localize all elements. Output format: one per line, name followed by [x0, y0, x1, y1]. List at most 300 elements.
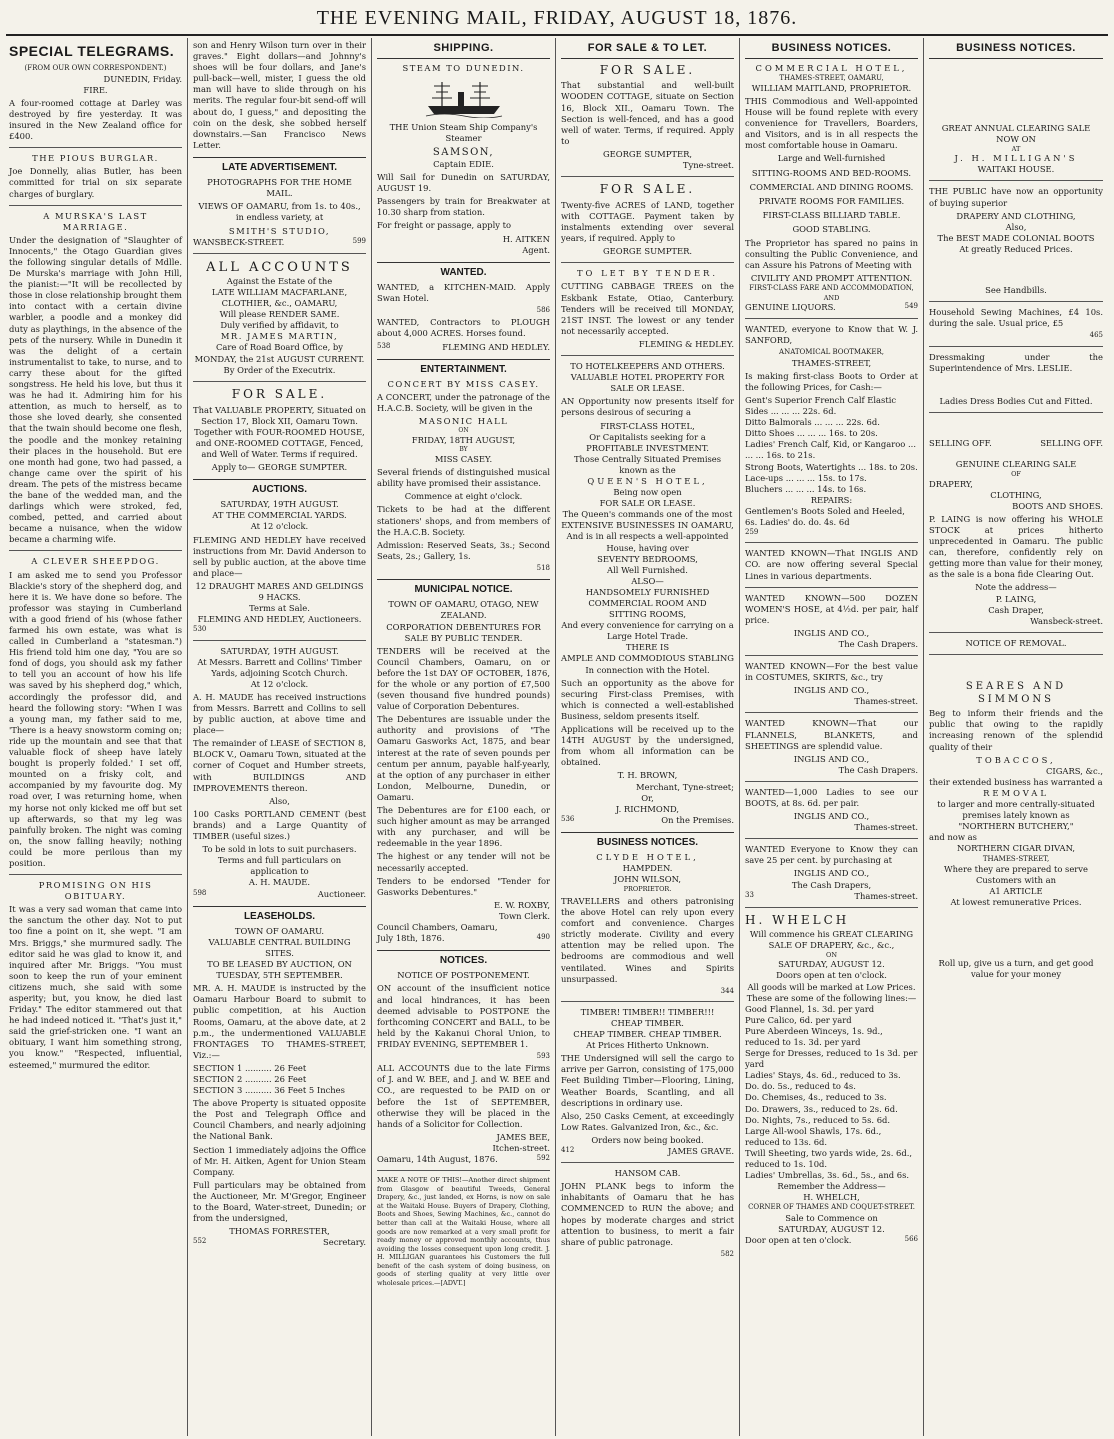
- whelch-item: Good Flannel, 1s. 3d. per yard: [745, 1003, 875, 1014]
- ad-number: 598: [193, 888, 207, 897]
- whelch-item: Pure Aberdeen Winceys, 1s. 9d., reduced to 1s. 3d. per yard: [745, 1025, 883, 1047]
- milligan: J. H. MILLIGAN'S: [954, 153, 1078, 164]
- concert-date: FRIDAY, 18TH AUGUST,: [411, 435, 516, 446]
- drapery: DRAPERY AND CLOTHING,: [956, 210, 1076, 221]
- wanted-2-signature: FLEMING AND HEDLEY.: [442, 341, 550, 352]
- dateline: DUNEDIN, Friday.: [103, 73, 182, 84]
- business-notices-heading: BUSINESS NOTICES.: [745, 38, 918, 59]
- obituary-text: It was a very sad woman that came into the sanctum the other day. Not to put too fine a point on it, she wept. "I am Mrs. Briggs," she murmured sadly. The editor said he was glad to know it, and inquired after Mr. Briggs. "You must soon to keep the run of your eminent citizens much, she said with some asperity; but, you know, he died last Friday." The editor stammered out that he had indeed noticed it. "That's just it," said the grief-stricken one. "I want an obituary, I want him something strong, you know." "Respected, influential, esteemed," murmured the editor.: [9, 904, 182, 1070]
- divider: [745, 587, 918, 588]
- auction1-signature: FLEMING AND HEDLEY, Auctioneers.: [197, 614, 362, 625]
- whelch-sale-date: SATURDAY, AUGUST 12.: [778, 1223, 885, 1234]
- every-convenience: And every convenience for carrying on a Large Hotel Trade.: [561, 620, 734, 642]
- make-a-note-text: MAKE A NOTE OF THIS!—Another direct shipment from Glasgow of beautiful Tweeds, General Drapery, &c., just landed, ex Horns, is now on sale at the Waitaki House. Buyers of Drapery, Clothing, Boots and Shoes, Sewing Machines, &c., cannot do better than call at the Waitaki House, where all goods are now remarked at a very small profit for ready money or approved monthly accounts, thus avoiding the losses consequent upon long credit. J. H. MILLIGAN guarantees his Customers the full benefit of the cash system of doing business, on goods of sterling quality at very little over wholesale prices.—[ADVT.]: [377, 1176, 550, 1288]
- extensive: EXTENSIVE BUSINESSES IN OAMARU,: [561, 520, 734, 531]
- divider: [745, 655, 918, 656]
- dining: COMMERCIAL AND DINING ROOMS.: [749, 181, 914, 192]
- hansom-cab: HANSOM CAB.: [614, 1168, 681, 1179]
- article: A1 ARTICLE: [989, 885, 1043, 896]
- divider: [9, 205, 182, 206]
- liquors: GENUINE LIQUORS.: [745, 302, 836, 313]
- also: Also,: [1005, 221, 1027, 232]
- divider: [9, 147, 182, 148]
- clyde-hotel: CLYDE HOTEL,: [596, 852, 699, 863]
- municipal-text-1: TENDERS will be received at the Council Chambers, Oamaru, on or before the 1st DAY OF OCTOBER, 1876, for the whole or any portion of £7,500 (seven thousand five hundred pounds) value of Corporation Debentures.: [377, 645, 550, 712]
- wanted-heading: WANTED.: [377, 262, 550, 279]
- auction2-time: At 12 o'clock.: [250, 678, 309, 689]
- shipping-heading: SHIPPING.: [377, 38, 550, 59]
- selling-off-2: SELLING OFF.: [1040, 437, 1103, 448]
- marriage-text: Under the designation of "Slaughter of Innocents," the Otago Guardian gives the following singular details of Mdlle. De Murska's marriage with John Hill, the pianist:—"It will be recollected by those in close relationship brought them into contact with a certain divine warbler, a poodle and a monkey did duty as playthings, in the absence of the pets of the nursery. While in Dunedin it was the delight of a certain instrumentalist to take, to nurse, and to carry these about for the gifted songstress. He held his love, but thus it was he had it. Admiring him for his attention, as much to herself, as to those she loved dearly, she consented that the twain should become one flesh, the poodle and the monkey retaining their places in the household. But ere one month had gone, two had passed, a change came over the spirit of his dream. The pets of the mistress became the bane of the wedded man, and the darlings which were stroked, fed, combed, petted, and carried about became a nuisance, when the widow became a charming wife.: [9, 234, 182, 545]
- postponement-text: ON account of the insufficient notice and local hindrances, it has been deemed advisable to POSTPONE the forthcoming CONCERT and BALL, to be held by the Kakanui Choral Union, to FRIDAY EVENING, SEPTEMBER 1.: [377, 983, 550, 1049]
- inglis-role: The Cash Drapers.: [838, 764, 918, 775]
- price-line: Gent's Superior French Calf Elastic Sides ... ... ... 22s. 6d.: [745, 394, 897, 417]
- handbills: See Handbills.: [985, 285, 1047, 296]
- auction2-lease: The remainder of LEASE of SECTION 8, BLOCK V., Oamaru Town, situated at the corner of Coquet and Humber streets, with BUILDINGS AND IMPROVEMENTS thereon.: [193, 738, 367, 793]
- divider: [745, 781, 918, 782]
- ad-number: 536: [561, 814, 575, 823]
- inglis-notice-6: WANTED Everyone to Know they can save 25 per cent. by purchasing at: [745, 844, 918, 866]
- ad-number: 582: [720, 1249, 734, 1258]
- spacer: [929, 908, 1103, 958]
- sanford-heading: WANTED, everyone to Know that W. J. SANFORD,: [745, 324, 918, 346]
- spacer: [929, 449, 1103, 459]
- laing-signature: P. LAING,: [995, 593, 1037, 604]
- bee-place: Itchen-street.: [492, 1142, 550, 1153]
- auction1-terms: Terms at Sale.: [249, 603, 310, 614]
- removal: REMOVAL: [983, 787, 1049, 798]
- byline: (FROM OUR OWN CORRESPONDENT.): [24, 64, 167, 73]
- sale2-text: Twenty-five ACRES of LAND, together with COTTAGE. Payment taken by instalments extending over several years, if required. Apply to: [561, 199, 734, 244]
- of: OF: [1011, 470, 1021, 479]
- steamship-icon: [424, 78, 504, 118]
- lease-town: TOWN OF OAMARU.: [234, 925, 325, 936]
- divider: [193, 381, 366, 382]
- offered: Being now open: [613, 487, 682, 498]
- concert-hall: MASONIC HALL: [418, 416, 509, 427]
- bee-date: Oamaru, 14th August, 1876.: [377, 1154, 498, 1164]
- seares-text: Beg to inform their friends and the public that owing to the rapidly increasing renown of the splendid quality of their: [929, 708, 1103, 752]
- divider: [745, 712, 918, 713]
- divan: NORTHERN CIGAR DIVAN,: [956, 843, 1076, 854]
- concert-heading: CONCERT BY MISS CASEY.: [387, 378, 540, 389]
- concert-text: A CONCERT, under the patronage of the H.A.C.B. Society, will be given in the: [377, 391, 550, 413]
- for-sale-heading: FOR SALE & TO LET.: [561, 38, 734, 59]
- drapery-2: DRAPERY,: [929, 478, 973, 489]
- lease-section-1: SECTION 1 .......... 26 Feet: [193, 1062, 307, 1073]
- postponement-heading: NOTICE OF POSTPONEMENT.: [397, 970, 530, 981]
- divider: [561, 1162, 734, 1163]
- whelch-item: Twill Sheeting, two yards wide, 2s. 6d., reduced to 1s. 10d.: [745, 1147, 913, 1170]
- column-business-notices-2: [924, 38, 1108, 1436]
- burglar-heading: THE PIOUS BURGLAR.: [32, 153, 159, 164]
- wanted-2: WANTED, Contractors to PLOUGH about 4,000 ACRES. Horses found.: [377, 317, 550, 339]
- ad-number: 592: [536, 1154, 550, 1162]
- lease-text: MR. A. H. MAUDE is instructed by the Oamaru Harbour Board to submit to public competition, at his Auction Rooms, Oamaru, at the above date, at 2 p.m., the undermentioned VALUABLE FRONTAGES TO THAMES-STREET, Viz.:—: [193, 983, 366, 1060]
- concert-commence: Commence at eight o'clock.: [404, 491, 523, 502]
- ad-number: 586: [536, 306, 550, 315]
- laing-role: Cash Draper,: [988, 604, 1044, 615]
- auction1-items: 12 DRAUGHT MARES AND GELDINGS 9 HACKS.: [195, 580, 364, 603]
- lease-section-3: SECTION 3 .......... 36 Feet 5 Inches: [193, 1085, 345, 1096]
- inglis-notice-4: WANTED KNOWN—That our FLANNELS, BLANKETS, and SHEETINGS are splendid value.: [745, 718, 918, 751]
- accounts-date: MONDAY, the 21st AUGUST CURRENT.: [194, 353, 365, 364]
- agent-name: H. AITKEN: [502, 233, 550, 244]
- whelch-remember: Remember the Address—: [777, 1181, 886, 1192]
- stabling: GOOD STABLING.: [792, 223, 871, 234]
- laing-text: P. LAING is now offering his WHOLE STOCK at prices hitherto unprecedented in Oamaru. The public can, therefore, confidently rely on getting more than value for their money, as the sale is a bona fide Clearing Out.: [929, 513, 1103, 580]
- sale-text: That VALUABLE PROPERTY, Situated on Section 17, Block XII, Oamaru Town. Together with FOUR-ROOMED HOUSE, and ONE-ROOMED COTTAGE, Fenced, and Well of Water. Terms if required.: [193, 404, 366, 459]
- price-line: Lace-ups ... ... ... 15s. to 17s.: [745, 472, 867, 483]
- divider: [9, 874, 182, 875]
- hampden: HAMPDEN.: [622, 863, 673, 874]
- captain: Captain EDIE.: [433, 158, 494, 169]
- divider: [929, 301, 1103, 302]
- accounts-verified: Duly verified by affidavit, to: [220, 320, 339, 331]
- sheepdog-heading: A CLEVER SHEEPDOG.: [31, 556, 160, 567]
- inglis-notice-2: WANTED KNOWN—500 DOZEN WOMEN'S HOSE, at 4½d. per pair, half price.: [745, 592, 918, 625]
- at: AT: [1011, 144, 1021, 153]
- column-telegrams: [4, 38, 188, 1436]
- lease-auction: TO BE LEASED BY AUCTION, ON TUESDAY, 5TH SEPTEMBER.: [207, 959, 352, 981]
- lease-signature: THOMAS FORRESTER,: [229, 1226, 330, 1237]
- accounts-care: Care of Road Board Office, by: [216, 342, 343, 353]
- large: Large and Well-furnished: [777, 153, 886, 164]
- concert-by: BY: [459, 446, 468, 454]
- spacer: [929, 418, 1103, 438]
- where: Where they are prepared to serve Customers with an: [944, 863, 1088, 885]
- divider: [561, 1001, 734, 1002]
- auction2-terms: Terms and full particulars on application to: [217, 855, 342, 877]
- whelch-item: Pure Calico, 6d. per yard: [745, 1014, 852, 1025]
- bedrooms: SEVENTY BEDROOMS,: [597, 553, 698, 564]
- price-line: Ditto Shoes ... ... ... 16s. to 20s.: [745, 428, 878, 439]
- inglis-signature: INGLIS AND CO.,: [793, 685, 870, 696]
- ad-number: 593: [536, 1052, 550, 1061]
- prices: At lowest remunerative Prices.: [950, 897, 1082, 908]
- accounts-name: LATE WILLIAM MACFARLANE,: [211, 286, 348, 297]
- spacer: [929, 660, 1103, 680]
- auction1-place: AT THE COMMERCIAL YARDS.: [212, 510, 347, 521]
- brown-role: Merchant, Tyne-street;: [636, 781, 734, 792]
- whelch-sale: Sale to Commence on: [785, 1212, 878, 1223]
- inglis-street: Thames-street.: [854, 890, 918, 901]
- roll-up: Roll up, give us a turn, and get good value for your money: [938, 958, 1094, 980]
- ad-number: 518: [536, 563, 550, 572]
- concert-admission: Admission: Reserved Seats, 3s.; Second Seats, 2s.; Gallery, 1s.: [377, 539, 550, 561]
- whelch-item: Serge for Dresses, reduced to 1s 3d. per yard: [745, 1048, 918, 1070]
- steam-heading: STEAM TO DUNEDIN.: [402, 62, 525, 73]
- repairs: REPAIRS:: [810, 494, 853, 505]
- inglis-signature: INGLIS AND CO.,: [793, 627, 870, 638]
- concert-tickets: Tickets to be had at the different stationers' shops, and from members of the H.A.C.B. Society.: [377, 504, 550, 537]
- prices-unknown: At Prices Hitherto Unknown.: [586, 1040, 709, 1051]
- public-text: THE PUBLIC have now an opportunity of buying superior: [929, 186, 1103, 208]
- brown-signature: T. H. BROWN,: [617, 770, 678, 781]
- or: Or,: [641, 792, 654, 803]
- column-business-notices: [740, 38, 924, 1436]
- whelch-item: Do. Nights, 7s., reduced to 5s. 6d.: [745, 1114, 891, 1125]
- business-notices-heading: BUSINESS NOTICES.: [929, 38, 1103, 59]
- sewing: Household Sewing Machines, £4 10s. during the sale. Usual price, £5: [929, 307, 1103, 329]
- note-address: Note the address—: [975, 582, 1057, 593]
- bee-signature: JAMES BEE,: [496, 1131, 550, 1142]
- lease-note-3: Full particulars may be obtained from the Auctioneer, Mr. M'Gregor, Engineer to the Board, Water-street, Dunedin; or from the undersigned,: [193, 1179, 366, 1224]
- tobaccos: TOBACCOS,: [976, 754, 1056, 765]
- whelch-item: Do. Drawers, 3s., reduced to 2s. 6d.: [745, 1103, 898, 1114]
- larger: to larger and more centrally-situated premises lately known as: [937, 799, 1095, 821]
- waitaki-house: WAITAKI HOUSE.: [977, 164, 1055, 175]
- whelch-name: H. WHELCH,: [803, 1192, 860, 1203]
- column-shipping: [372, 38, 556, 1436]
- ad-number: 465: [1089, 331, 1103, 340]
- divider: [561, 176, 734, 177]
- whelch-lines: These are some of the following lines:—: [746, 992, 917, 1003]
- boots-shoes: BOOTS AND SHOES.: [1012, 500, 1103, 511]
- train-text: Passengers by train for Breakwater at 10.30 sharp from station.: [377, 196, 550, 218]
- lease-section-2: SECTION 2 .......... 26 Feet: [193, 1074, 307, 1084]
- cheap-timber-2: CHEAP TIMBER. CHEAP TIMBER.: [573, 1029, 722, 1040]
- cement-text: Also, 250 Casks Cement, at exceedingly Low Rates. Galvanized Iron, &c., &c.: [561, 1110, 734, 1132]
- municipal-text-2: The Debentures are issuable under the authority and provisions of "The Oamaru Gasworks Act, 1875, and bear interest at the rate of seven pounds per centum per annum, payable half-yearly, at the option of any purchaser in either London, Melbourne, Dunedin, or Oamaru.: [377, 714, 550, 802]
- plank-text: JOHN PLANK begs to inform the inhabitants of Oamaru that he has COMMENCED to RUN the above; and hopes by moderate charges and strict attention to business, to merit a fair share of public patronage.: [561, 1181, 734, 1247]
- divider: [745, 907, 918, 908]
- commands: The Queen's commands one of the most: [562, 509, 733, 520]
- accounts-heading: ALL ACCOUNTS: [206, 259, 353, 275]
- grave-signature: JAMES GRAVE.: [668, 1146, 734, 1157]
- extended: their extended business has warranted a: [929, 776, 1103, 787]
- accounts-text: Against the Estate of the: [226, 275, 333, 286]
- continued-text: son and Henry Wilson turn over in their graves." Eight dollars—and Johnny's shoes will be four dollars, and Jane's pull-back—well, mister, I guess the old man will have to slide through on his merits. The regular four-bit send-off will about do, I guess," and depositing the coin on the desk, she sobbed herself downstairs.—San Francisco News Letter.: [193, 40, 366, 150]
- divider: [193, 253, 366, 254]
- connection: In connection with the Hotel.: [585, 664, 710, 675]
- column-advertisements: [188, 38, 372, 1436]
- ad-number: 552: [193, 1237, 207, 1246]
- sale1-street: Tyne-street.: [682, 160, 734, 170]
- private: PRIVATE ROOMS FOR FAMILIES.: [758, 195, 905, 206]
- sanford-text: Is making first-class Boots to Order at the following Prices, for Cash:—: [745, 370, 918, 392]
- cigars: CIGARS, &c.,: [1046, 765, 1103, 776]
- richmond-signature: J. RICHMOND,: [615, 803, 680, 814]
- genuine: GENUINE CLEARING SALE: [955, 458, 1077, 469]
- handsome: HANDSOMELY FURNISHED: [585, 586, 710, 597]
- inglis-role: Thames-street.: [854, 822, 918, 833]
- capitalists: Or Capitalists seeking for a PROFITABLE INVESTMENT.: [586, 431, 709, 453]
- municipal-role: Town Clerk.: [499, 910, 550, 921]
- price-line: Bluchers ... ... ... 14s. to 16s.: [745, 483, 867, 494]
- sail-text: Will Sail for Dunedin on SATURDAY, AUGUST 19.: [377, 172, 550, 194]
- now-on: NOW ON: [996, 133, 1036, 144]
- whelch-item: Ladies' Umbrellas, 3s. 6d., 5s., and 6s.: [745, 1170, 910, 1181]
- ad-number: 412: [561, 1146, 575, 1155]
- sale2-heading: FOR SALE.: [599, 182, 696, 197]
- union-text: THE Union Steam Ship Company's Steamer: [389, 121, 538, 143]
- divider: [9, 550, 182, 551]
- price-line: Ladies' French Calf, Kid, or Kangaroo ... ... ... 16s. to 21s.: [745, 439, 916, 461]
- sale-heading: FOR SALE.: [231, 386, 328, 401]
- boots: The BEST MADE COLONIAL BOOTS: [937, 232, 1095, 243]
- tender-signature: FLEMING & HEDLEY.: [638, 338, 734, 349]
- auction2-role: Auctioneer.: [317, 888, 366, 899]
- furnished: All Well Furnished.: [607, 564, 688, 575]
- masthead: THE EVENING MAIL, FRIDAY, AUGUST 18, 1876.: [316, 7, 798, 29]
- accounts-martin: MR. JAMES MARTIN,: [220, 331, 339, 342]
- whelch-doors: Doors open at ten o'clock.: [776, 970, 887, 981]
- sale1-heading: FOR SALE.: [599, 62, 696, 77]
- ad-number: 490: [536, 933, 550, 942]
- divider: [745, 542, 918, 543]
- whelch-heading: H. WHELCH: [745, 912, 850, 927]
- spacer: [929, 255, 1103, 285]
- there-is: THERE IS: [625, 642, 670, 653]
- inglis-role: Thames-street.: [854, 696, 918, 707]
- travellers: TRAVELLERS and others patronising the above Hotel can rely upon every comfort and convenience. Charges strictly moderate. Civility and every attention may be relied upon. The bedrooms are commodious and well ventilated. Wines and Spirits unsurpassed.: [561, 895, 734, 984]
- whelch-text: Will commence his GREAT CLEARING SALE OF DRAPERY, &c., &c.,: [749, 928, 914, 950]
- hotel-text: THIS Commodious and Well-appointed House will be found replete with every convenience for Travellers, Boarders, and Visitors, and is in all respects the most comfortable house in Oamaru.: [745, 95, 918, 151]
- orders: Orders now being booked.: [591, 1134, 704, 1145]
- burglar-text: Joe Donnelly, alias Butler, has been committed for trial on six separate charges of burglary.: [9, 166, 182, 199]
- whelch-corner: CORNER OF THAMES AND COQUET-STREET.: [748, 1203, 915, 1212]
- ad-number: 33: [745, 890, 754, 899]
- opportunity: Such an opportunity as the above for securing First-class Premises, with which is connected a well-established Business, seldom presents itself.: [561, 677, 734, 721]
- municipal-text-3: The Debentures are for £100 each, or such higher amount as may be arranged with any purchaser, and will be redeemable in the year 1896.: [377, 805, 550, 849]
- now-as: and now as: [929, 832, 977, 843]
- auction1-time: At 12 o'clock.: [250, 521, 309, 532]
- sheepdog-text: I am asked me to send you Professor Blackie's story of the shepherd dog, and here it is. We have done so before. The professor was staying in Cumberland with a good friend of his (whose father farmed his own estate, was what is called in Cumberland a "statesman.") His friend told him one day, "You are so fond of dogs, you should ask my father to tell you an account of how his life was saved by his shepherd dog," which, accordingly the professor did, and heard the following story: "When I was a young man, my father said to me, 'There is a heavy snowstorm coming on; ride up the mountain and see that that valuable flock of sheep have lately bought is properly folded.' I set off, mounted on a frisky colt, and accompanied by my favourite dog. My road over, I was returning home, when my horse not only kicked me off but set up afterwards, so that my leg was painfully broken. The night was coming on, the snow falling heavily; nothing could be more perilous than my position.: [9, 569, 182, 868]
- sale-apply: Apply to— GEORGE SUMPTER.: [211, 461, 348, 472]
- municipal-debentures: CORPORATION DEBENTURES FOR SALE BY PUBLIC TENDER.: [386, 621, 541, 643]
- for-sale-or-lease: FOR SALE OR LEASE.: [599, 498, 696, 509]
- divider: [193, 640, 366, 641]
- whelch-on: ON: [825, 950, 838, 959]
- auction1-text: FLEMING AND HEDLEY have received instructions from Mr. David Anderson to sell by public auction, at the above time and place—: [193, 534, 366, 578]
- concert-casey: MISS CASEY.: [434, 454, 493, 465]
- fire-text: A four-roomed cottage at Darley was destroyed by fire yesterday. It was insured in the New Zealand office for £400.: [9, 97, 182, 142]
- photo-heading: PHOTOGRAPHS FOR THE HOME MAIL.: [207, 177, 352, 199]
- proprietor: PROPRIETOR.: [623, 885, 672, 894]
- whelch-sale-doors: Door open at ten o'clock.: [745, 1234, 852, 1245]
- column-for-sale: [556, 38, 740, 1436]
- concert-friends: Several friends of distinguished musical ability have promised their assistance.: [377, 467, 550, 489]
- seares: SEARES AND SIMMONS: [965, 680, 1067, 706]
- accounts-order: By Order of the Executrix.: [223, 364, 336, 375]
- hotel-property: VALUABLE HOTEL PROPERTY FOR SALE OR LEASE.: [570, 372, 725, 394]
- auctions-heading: AUCTIONS.: [193, 479, 366, 496]
- price-line: Strong Boots, Watertights ... 18s. to 20s.: [745, 461, 918, 472]
- great-sale: GREAT ANNUAL CLEARING SALE: [941, 122, 1091, 133]
- first-class-hotel: FIRST-CLASS HOTEL,: [600, 420, 695, 431]
- whelch-item: Large All-wool Shawls, 17s. 6d., reduced to 13s. 6d.: [745, 1125, 882, 1147]
- removal-heading: NOTICE OF REMOVAL.: [965, 637, 1067, 648]
- marriage-heading: A MURSKA'S LAST MARRIAGE.: [43, 210, 148, 232]
- hotel-heading: TO HOTELKEEPERS AND OTHERS.: [570, 361, 725, 372]
- ad-number: 344: [720, 986, 734, 995]
- sitting-rooms: SITTING ROOMS,: [608, 609, 687, 620]
- clothing: CLOTHING,: [990, 489, 1042, 500]
- richmond-role: On the Premises.: [661, 814, 734, 825]
- divider: [561, 262, 734, 263]
- accounts-render: Will please RENDER SAME.: [219, 309, 340, 320]
- auction2-text: A. H. MAUDE has received instructions from Messrs. Barrett and Collins to sell by public auction, at above time and place—: [193, 691, 366, 736]
- ad-number: 538: [377, 341, 391, 350]
- divider: [929, 654, 1103, 655]
- sitting: SITTING-ROOMS AND BED-ROOMS.: [751, 167, 912, 178]
- spared: The Proprietor has spared no pains in consulting the Public Convenience, and can Assure his Patrons of Meeting with: [745, 237, 918, 271]
- inglis-notice-1: WANTED KNOWN—That INGLIS AND CO. are now offering several Special Lines in various departments.: [745, 548, 918, 581]
- thames-street: THAMES-STREET, OAMARU,: [779, 73, 884, 82]
- business-notices-heading: BUSINESS NOTICES.: [561, 832, 734, 849]
- studio-street: WANSBECK-STREET.: [193, 236, 285, 247]
- ad-number: 530: [193, 625, 207, 634]
- also: ALSO—: [631, 575, 664, 586]
- divider: [929, 180, 1103, 181]
- agent-role: Agent.: [522, 244, 550, 255]
- auction2-cement: 100 Casks PORTLAND CEMENT (best brands) and a Large Quantity of TIMBER (useful sizes.): [193, 808, 366, 842]
- applications: Applications will be received up to the 14TH AUGUST by the undersigned, from whom all information can be obtained.: [561, 724, 734, 768]
- whelch-item: Ladies' Stays, 4s. 6d., reduced to 3s.: [745, 1070, 901, 1081]
- auction2-also: Also,: [269, 795, 290, 806]
- bee-accounts-text: ALL ACCOUNTS due to the late Firms of J. and W. BEE, and J. and W. BEE and CO., are requested to be PAID on or before the 1st of SEPTEMBER, otherwise they will be placed in the hands of a Solicitor for Collection.: [377, 1063, 550, 1129]
- notices-heading: NOTICES.: [377, 950, 550, 967]
- auction2-signature: A. H. MAUDE.: [248, 877, 311, 888]
- repairs-text: Gentlemen's Boots Soled and Heeled, 6s. Ladies' do. do. 4s. 6d: [745, 505, 905, 527]
- freight-text: For freight or passage, apply to: [377, 220, 512, 231]
- timber-text: THE Undersigned will sell the cargo to arrive per Garron, consisting of 175,000 Feet Building Timber—Flooring, Lining, Weather Boards, Scantling, and all descriptions in ordinary use.: [561, 1053, 734, 1108]
- civility: CIVILITY AND PROMPT ATTENTION.: [750, 273, 913, 284]
- municipal-town: TOWN OF OAMARU, OTAGO, NEW ZEALAND.: [388, 599, 539, 621]
- inglis-signature: INGLIS AND CO.,: [793, 868, 870, 879]
- ad-number: 599: [352, 236, 366, 245]
- commercial-room: COMMERCIAL ROOM AND: [588, 598, 707, 609]
- inglis-role: The Cash Drapers.: [838, 638, 918, 649]
- queens-hotel: QUEEN'S HOTEL,: [587, 475, 708, 486]
- selling-off: SELLING OFF.: [929, 437, 992, 448]
- divider: [561, 355, 734, 356]
- fire-heading: FIRE.: [83, 84, 108, 95]
- thames-street: THAMES-STREET,: [982, 854, 1050, 863]
- sanford-street: THAMES-STREET,: [791, 357, 872, 368]
- columns: [4, 38, 1110, 1436]
- lease-note-2: Section 1 immediately adjoins the Office of Mr. H. Aitken, Agent for Union Steam Company.: [193, 1144, 366, 1177]
- divider: [377, 1170, 550, 1171]
- maitland: WILLIAM MAITLAND, PROPRIETOR.: [751, 82, 912, 93]
- obituary-heading: PROMISING ON HIS OBITUARY.: [38, 880, 153, 902]
- masthead-rule: [6, 34, 1108, 36]
- whelch-item: Do. do. 5s., reduced to 4s.: [745, 1081, 856, 1092]
- tender-text: CUTTING CABBAGE TREES on the Eskbank Estate, Otiao, Canterbury. Tenders will be received till MONDAY, 21ST INST. The lowest or any tender not necessarily accepted.: [561, 281, 734, 336]
- wanted-1: WANTED, a KITCHEN-MAID. Apply Swan Hotel.: [377, 281, 550, 304]
- sale2-signature: GEORGE SUMPTER.: [602, 246, 693, 257]
- divider: [745, 318, 918, 319]
- lease-note: The above Property is situated opposite the Post and Telegraph Office and Council Chambers, and nearly adjoining the National Bank.: [193, 1098, 366, 1142]
- hotel-text: AN Opportunity now presents itself for persons desirous of securing a: [561, 396, 734, 418]
- sale1-text: That substantial and well-built WOODEN COTTAGE, situate on Section 16, Block XII., Oamaru Town. The Section is well-fenced, and has a good well of water. Terms, if required. Apply to: [561, 80, 734, 146]
- whelch-marked: All goods will be marked at Low Prices.: [747, 981, 916, 992]
- premises: Those Centrally Situated Premises known as the: [573, 453, 722, 475]
- leaseholds-heading: LEASEHOLDS.: [193, 906, 366, 923]
- cheap-timber: CHEAP TIMBER.: [611, 1018, 684, 1029]
- inglis-role: The Cash Drapers,: [791, 879, 872, 890]
- views-text: VIEWS OF OAMARU, from 1s. to 40s., in endless variety, at: [198, 201, 361, 223]
- sanford-trade: ANATOMICAL BOOTMAKER,: [779, 348, 884, 357]
- municipal-signature: E. W. ROXBY,: [493, 899, 550, 910]
- divider: [929, 412, 1103, 413]
- dress-bodies: Ladies Dress Bodies Cut and Fitted.: [939, 395, 1093, 406]
- lease-role: Secretary.: [323, 1237, 366, 1248]
- commercial-hotel: COMMERCIAL HOTEL,: [755, 62, 908, 73]
- reduced: At greatly Reduced Prices.: [959, 243, 1073, 254]
- divider: [929, 632, 1103, 633]
